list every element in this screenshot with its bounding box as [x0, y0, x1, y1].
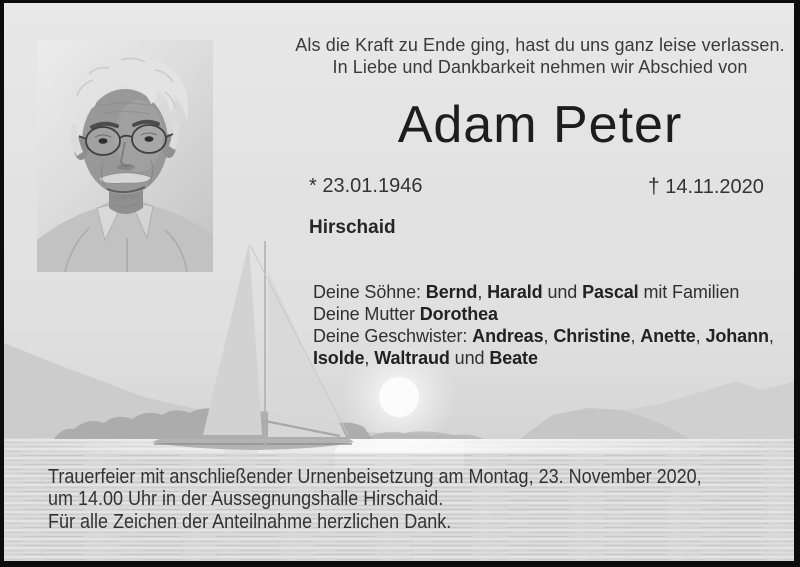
- family-line-siblings-2: [313, 347, 774, 369]
- funeral-line-1: Trauerfeier mit anschließender Urnenbeisetzung am Montag, 23. November 2020,: [48, 466, 702, 488]
- family-name: Andreas: [472, 326, 544, 346]
- family-name: Bernd: [425, 282, 478, 302]
- family-text: ,: [364, 348, 375, 368]
- birth-date-value: 23.01.1946: [322, 175, 423, 197]
- sun: [379, 377, 419, 417]
- family-line-mother: [313, 303, 774, 325]
- family-name: Dorothea: [419, 304, 498, 324]
- family-name: Beate: [489, 348, 538, 368]
- family-text: ,: [768, 326, 774, 346]
- intro-line-2: In Liebe und Dankbarkeit nehmen wir Abschied von: [332, 57, 748, 77]
- funeral-line-3: Für alle Zeichen der Anteilnahme herzlichen Dank.: [48, 510, 452, 533]
- family-name: Pascal: [582, 282, 639, 302]
- family-name: Waltraud: [374, 348, 450, 368]
- deceased-name: Adam Peter: [397, 96, 683, 154]
- family-text: ,: [630, 326, 641, 346]
- family-name: Isolde: [313, 348, 365, 368]
- family-name: Anette: [640, 326, 696, 346]
- birth-star-symbol: *: [309, 175, 317, 197]
- family-list: [313, 281, 774, 369]
- funeral-notice: [48, 466, 702, 533]
- family-text: Deine Söhne:: [313, 282, 426, 302]
- family-text: ,: [695, 326, 706, 346]
- family-text: ,: [543, 326, 554, 346]
- portrait-illustration: [37, 40, 213, 272]
- family-name: Christine: [553, 326, 631, 346]
- portrait-photo: [37, 40, 213, 272]
- family-text: und: [542, 282, 583, 302]
- eye-right: [145, 136, 154, 142]
- death-cross-symbol: †: [648, 175, 660, 198]
- eye-left: [99, 138, 108, 144]
- intro-text: [285, 34, 794, 78]
- obituary-card: [4, 3, 794, 561]
- family-text: und: [449, 348, 490, 368]
- family-text: mit Familien: [638, 282, 740, 302]
- family-line-sons: [313, 281, 774, 303]
- intro-line-1: Als die Kraft zu Ende ging, hast du uns ganz leise verlassen.: [295, 35, 785, 55]
- death-date-value: 14.11.2020: [665, 176, 764, 198]
- family-name: Johann: [705, 326, 769, 346]
- funeral-line-2: um 14.00 Uhr in der Aussegnungshalle Hirschaid.: [48, 488, 444, 511]
- family-line-siblings-1: [313, 325, 774, 347]
- family-text: Deine Mutter: [313, 304, 420, 324]
- family-text: ,: [477, 282, 488, 302]
- place-label: Hirschaid: [309, 217, 396, 238]
- nose-shadow: [117, 164, 135, 170]
- family-name: Harald: [487, 282, 543, 302]
- family-text: Deine Geschwister:: [313, 326, 473, 346]
- death-date: [648, 175, 764, 199]
- birth-date: [309, 175, 422, 198]
